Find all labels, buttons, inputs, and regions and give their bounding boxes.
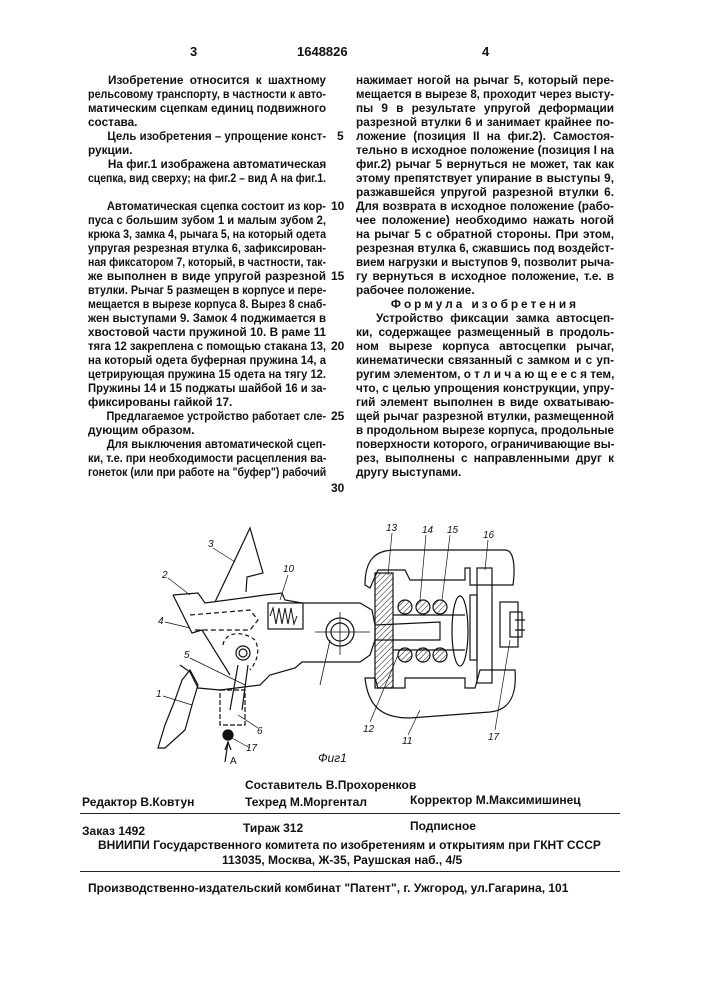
text-line: ругим элементом, о т л и ч а ю щ е е с я тем, bbox=[356, 367, 614, 381]
line-number: 25 bbox=[331, 409, 344, 423]
text-line: Пружины 14 и 15 поджаты шайбой 16 и за- bbox=[88, 381, 326, 395]
figure-label: А bbox=[230, 756, 237, 767]
text-line: пы 9 в результате упругой деформации bbox=[356, 101, 614, 115]
text-line: что, с целью упрощения конструкции, упру- bbox=[356, 381, 614, 395]
line-number: 15 bbox=[331, 269, 344, 283]
editor: Редактор В.Ковтун bbox=[82, 795, 194, 809]
right-text-column bbox=[356, 73, 614, 479]
text-line: гонеток (или при работе на "буфер") рабочий bbox=[88, 465, 326, 479]
line-number: 20 bbox=[331, 339, 344, 353]
text-line bbox=[88, 185, 326, 199]
text-line: щей рычаг разрезной втулки, размещенной bbox=[356, 409, 614, 423]
text-line: цетрирующая пружина 15 одета на тягу 12. bbox=[88, 367, 326, 381]
text-line: фиг.2) рычаг 5 вернуться не может, так как bbox=[356, 157, 614, 171]
text-line: в продольном вырезе корпуса, продольные bbox=[356, 423, 614, 437]
text-line: Изобретение относится к шахтному bbox=[88, 73, 326, 87]
text-line: Предлагаемое устройство работает сле- bbox=[88, 409, 326, 423]
figure-label: 3 bbox=[208, 539, 214, 550]
techred: Техред М.Моргентал bbox=[245, 795, 367, 809]
text-line: разжавшейся упругой разрезной втулки 6. bbox=[356, 185, 614, 199]
text-line: резрезная втулка 6, сжавшись под воздейст- bbox=[356, 241, 614, 255]
figure-label: 16 bbox=[483, 530, 495, 541]
text-line: мещается в вырезе 8, проходит через высту- bbox=[356, 87, 614, 101]
text-line: рез, выполнены с направленными друг к bbox=[356, 451, 614, 465]
text-line: рукции. bbox=[88, 143, 326, 157]
figure-label: 10 bbox=[283, 564, 295, 575]
text-line: сцепка, вид сверху; на фиг.2 – вид А на фиг.1. bbox=[88, 171, 326, 185]
figure-label: 15 bbox=[447, 525, 459, 536]
text-line: вием нагрузки и выступов 9, позволит рыча- bbox=[356, 255, 614, 269]
figure-1-coupling-drawing bbox=[120, 500, 590, 770]
text-line: ки, т.е. при необходимости расцепления ва- bbox=[88, 451, 326, 465]
figure-label: 4 bbox=[158, 616, 164, 627]
line-number: 5 bbox=[337, 129, 344, 143]
figure-caption: Фиг1 bbox=[318, 751, 347, 765]
figure-label: 17 bbox=[488, 732, 500, 743]
text-line: состава. bbox=[88, 115, 326, 129]
text-line: разрезной втулки 6 и занимает крайнее по- bbox=[356, 115, 614, 129]
figure-label: 11 bbox=[402, 736, 412, 747]
text-line: на рычаг 5 с обратной стороны. При этом, bbox=[356, 227, 614, 241]
text-line: ная фиксатором 7, который, в частности, так- bbox=[88, 255, 326, 269]
text-line: мещается в вырезе корпуса 8. Вырез 8 снаб- bbox=[88, 297, 326, 311]
text-line: гу вернуться в исходное положение, т.е. в bbox=[356, 269, 614, 283]
text-line: матическим сцепкам единиц подвижного bbox=[88, 101, 326, 115]
text-line: кинематически связанный с замком и с уп- bbox=[356, 353, 614, 367]
text-line: чее положение) необходимо нажать ногой bbox=[356, 213, 614, 227]
text-line: жен выступами 9. Замок 4 поджимается в bbox=[88, 311, 326, 325]
order-number: Заказ 1492 bbox=[82, 824, 145, 838]
text-line: Цель изобретения – упрощение конст- bbox=[88, 129, 326, 143]
figure-label: 14 bbox=[422, 525, 434, 536]
printer: Производственно-издательский комбинат "Патент", г. Ужгород, ул.Гагарина, 101 bbox=[88, 881, 568, 895]
text-line: рабочее положение. bbox=[356, 283, 614, 297]
patent-number: 1648826 bbox=[297, 44, 348, 59]
text-line: другу выступами. bbox=[356, 465, 614, 479]
text-line: Устройство фиксации замка автосцеп- bbox=[356, 311, 614, 325]
text-line: втулки. Рычаг 5 размещен в корпусе и пере- bbox=[88, 283, 326, 297]
address: 113035, Москва, Ж-35, Раушская наб., 4/5 bbox=[222, 853, 462, 867]
text-line: Для выключения автоматической сцеп- bbox=[88, 437, 326, 451]
text-line: ложение (позиция II на фиг.2). Самостоя- bbox=[356, 129, 614, 143]
page-number-right: 4 bbox=[482, 44, 489, 59]
text-line: крюка 3, замка 4, рычага 5, на который одета bbox=[88, 227, 326, 241]
compiler: Составитель В.Прохоренков bbox=[245, 778, 416, 792]
text-line: пуса с большим зубом 1 и малым зубом 2, bbox=[88, 213, 326, 227]
text-line: тельно в исходное положение (позиция I на bbox=[356, 143, 614, 157]
text-line: На фиг.1 изображена автоматическая bbox=[88, 157, 326, 171]
text-line: этому препятствует упирание в выступы 9, bbox=[356, 171, 614, 185]
figure-label: 6 bbox=[257, 726, 263, 737]
figure-label: 2 bbox=[161, 570, 168, 581]
organization: ВНИИПИ Государственного комитета по изобретениям и открытиям при ГКНТ СССР bbox=[98, 838, 601, 852]
left-text-column bbox=[88, 73, 326, 479]
line-number: 30 bbox=[331, 481, 344, 495]
page-number-left: 3 bbox=[190, 44, 197, 59]
subscription: Подписное bbox=[410, 819, 476, 833]
circulation: Тираж 312 bbox=[243, 821, 303, 835]
figure-label: 17 bbox=[246, 743, 258, 754]
divider bbox=[80, 813, 620, 814]
figure-label: 1 bbox=[156, 689, 162, 700]
text-line: ки, содержащее размещенный в продоль- bbox=[356, 325, 614, 339]
text-line: нажимает ногой на рычаг 5, который пере- bbox=[356, 73, 614, 87]
figure-label: 5 bbox=[184, 650, 190, 661]
text-line: рельсовому транспорту, в частности к авто- bbox=[88, 87, 326, 101]
text-line: фиксированы гайкой 17. bbox=[88, 395, 326, 409]
text-line: гий элемент выполнен в виде охватываю- bbox=[356, 395, 614, 409]
figure-label: 12 bbox=[363, 724, 375, 735]
line-number: 10 bbox=[331, 199, 344, 213]
text-line: ном вырезе корпуса автосцепки рычаг, bbox=[356, 339, 614, 353]
text-line: упругая резрезная втулка 6, зафиксирован- bbox=[88, 241, 326, 255]
text-line: дующим образом. bbox=[88, 423, 326, 437]
text-line: поверхности которого, ограничивающие вы- bbox=[356, 437, 614, 451]
text-line: же выполнен в виде упругой разрезной bbox=[88, 269, 326, 283]
figure-label: 13 bbox=[386, 523, 398, 534]
text-line: Автоматическая сцепка состоит из кор- bbox=[88, 199, 326, 213]
text-line: Для возврата в исходное положение (рабо- bbox=[356, 199, 614, 213]
text-line: хвостовой части пружиной 10. В раме 11 bbox=[88, 325, 326, 339]
section-heading: Формула изобретения bbox=[356, 297, 614, 311]
divider bbox=[80, 871, 620, 872]
corrector: Корректор М.Максимишинец bbox=[410, 793, 581, 807]
text-line: на который одета буферная пружина 14, а bbox=[88, 353, 326, 367]
text-line: тяга 12 закреплена с помощью стакана 13, bbox=[88, 339, 326, 353]
